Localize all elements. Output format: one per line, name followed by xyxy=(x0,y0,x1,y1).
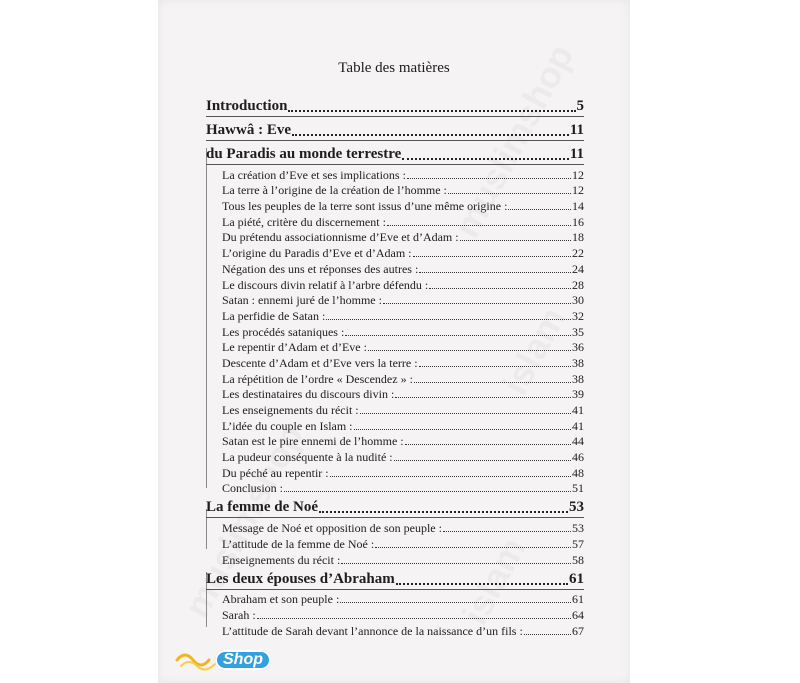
toc-entry-page: 14 xyxy=(572,199,584,214)
toc-entry-label: L’idée du couple en Islam : xyxy=(222,418,353,433)
dot-leader xyxy=(257,618,571,619)
chapter-rule xyxy=(206,116,584,117)
toc-entry-page: 38 xyxy=(572,355,584,370)
toc-chapter-row xyxy=(206,143,584,163)
dot-leader xyxy=(429,288,571,289)
toc-section-row xyxy=(206,261,584,277)
dot-leader xyxy=(419,272,571,273)
dot-leader xyxy=(326,319,571,320)
toc-entry-page: 48 xyxy=(572,465,584,480)
toc-section-row xyxy=(206,623,584,639)
toc-entry-page: 12 xyxy=(572,183,584,198)
toc-entry-label: L’attitude de Sarah devant l’annonce de la naissance d’un fils : xyxy=(222,623,523,638)
toc-section-row xyxy=(206,355,584,371)
dot-leader xyxy=(402,158,569,160)
toc-entry-label: La femme de Noé xyxy=(206,499,319,516)
toc-section-row xyxy=(206,324,584,340)
dot-leader xyxy=(413,256,571,257)
toc-entry-label: du Paradis au monde terrestre xyxy=(206,146,402,162)
dot-leader xyxy=(508,209,571,210)
page-title: Table des matières xyxy=(338,60,450,76)
toc-entry-label: Le discours divin relatif à l’arbre défendu : xyxy=(222,277,429,292)
dot-leader xyxy=(443,531,571,532)
toc-entry-page: 41 xyxy=(572,418,584,433)
toc-section-row xyxy=(206,434,584,450)
toc-entry-label: Introduction xyxy=(206,98,288,114)
chapter-rule xyxy=(206,589,584,590)
toc-entry-label: Le repentir d’Adam et d’Eve : xyxy=(222,340,367,355)
toc-chapter-row xyxy=(206,95,584,115)
dot-leader xyxy=(387,225,571,226)
chapter-rule xyxy=(206,140,584,141)
toc-entry-label: L’origine du Paradis d’Eve et d’Adam : xyxy=(222,246,412,261)
chapter-rule xyxy=(206,517,584,518)
toc-section-row xyxy=(206,465,584,481)
toc-section-row xyxy=(206,214,584,230)
dot-leader xyxy=(524,634,571,635)
toc-entry-page: 24 xyxy=(572,261,584,276)
toc-entry-label: Négation des uns et réponses des autres : xyxy=(222,261,419,276)
toc-entry-label: Satan : ennemi juré de l’homme : xyxy=(222,293,382,308)
toc-entry-label: Les enseignements du récit : xyxy=(222,403,359,417)
dot-leader xyxy=(448,193,571,194)
toc-entry-page: 28 xyxy=(572,277,584,292)
toc-entry-label: L’attitude de la femme de Noé : xyxy=(222,536,375,551)
toc-entry-label: Les destinataires du discours divin : xyxy=(222,387,395,402)
toc-entry-page: 53 xyxy=(572,521,584,536)
dot-leader xyxy=(368,350,571,351)
dot-leader xyxy=(395,397,571,398)
toc-entry-page: 51 xyxy=(572,481,584,496)
toc-entry-page: 67 xyxy=(572,623,584,638)
toc-entry-page: 16 xyxy=(572,214,584,229)
toc-entry-page: 11 xyxy=(569,146,584,162)
dot-leader xyxy=(383,303,571,304)
toc-entry-page: 53 xyxy=(569,499,584,516)
dot-leader xyxy=(341,563,571,564)
toc-entry-page: 39 xyxy=(572,387,584,402)
toc-entry-page: 46 xyxy=(572,450,584,465)
dot-leader xyxy=(360,413,571,414)
toc-entry-page: 32 xyxy=(572,308,584,323)
dot-leader xyxy=(354,429,571,430)
toc-entry-page: 36 xyxy=(572,340,584,355)
toc-section-row xyxy=(206,167,584,183)
toc-entry-label: Conclusion : xyxy=(222,481,284,496)
toc-entry-page: 57 xyxy=(572,536,584,551)
dot-leader xyxy=(460,240,571,241)
dot-leader xyxy=(419,366,571,367)
toc-entry-label: La pudeur conséquente à la nudité : xyxy=(222,450,393,465)
toc-entry-label: Sarah : xyxy=(222,607,256,622)
dot-leader xyxy=(405,444,571,445)
shop-logo-text: Shop xyxy=(215,650,271,670)
toc-section-row xyxy=(206,183,584,199)
dot-leader xyxy=(292,134,569,136)
toc-section-row xyxy=(206,230,584,246)
toc-entry-page: 61 xyxy=(569,570,584,587)
toc-entry-page: 11 xyxy=(569,122,584,138)
dot-leader xyxy=(340,602,571,603)
toc-entry-page: 38 xyxy=(572,371,584,386)
toc-section-row xyxy=(206,198,584,214)
toc-entry-page: 44 xyxy=(572,434,584,449)
toc-chapter-row xyxy=(206,496,584,516)
toc-entry-label: La perfidie de Satan : xyxy=(222,308,326,323)
toc-entry-label: Les deux épouses d’Abraham xyxy=(206,570,395,587)
toc-section-row xyxy=(206,371,584,387)
toc-section-row xyxy=(206,592,584,608)
toc-entry-page: 22 xyxy=(572,246,584,261)
toc-section-row xyxy=(206,552,584,568)
dot-leader xyxy=(396,583,568,585)
toc-section-row xyxy=(206,481,584,497)
toc-entry-page: 30 xyxy=(572,293,584,308)
toc-section-row xyxy=(206,277,584,293)
dot-leader xyxy=(330,476,571,477)
toc-chapter-row xyxy=(206,568,584,588)
toc-section-row xyxy=(206,308,584,324)
toc-entry-label: Hawwâ : Eve xyxy=(206,122,291,138)
toc-entry-page: 61 xyxy=(572,592,584,607)
toc-entry-label: Du péché au repentir : xyxy=(222,465,329,480)
toc-entry-label: Descente d’Adam et d’Eve vers la terre : xyxy=(222,355,418,370)
toc-section-row xyxy=(206,340,584,356)
toc-entry-page: 41 xyxy=(572,403,584,417)
dot-leader xyxy=(288,110,575,112)
toc-entry-label: Message de Noé et opposition de son peuple : xyxy=(222,521,442,536)
dot-leader xyxy=(375,547,571,548)
dot-leader xyxy=(407,178,571,179)
toc-entry-label: La répétition de l’ordre « Descendez » : xyxy=(222,371,413,386)
toc-entry-label: Tous les peuples de la terre sont issus d’une même origine : xyxy=(222,199,508,214)
table-of-contents xyxy=(206,95,584,639)
toc-entry-label: Du prétendu associationnisme d’Eve et d’Adam : xyxy=(222,230,459,245)
book-page xyxy=(158,0,630,683)
chapter-rule xyxy=(206,164,584,165)
dot-leader xyxy=(394,460,571,461)
toc-entry-page: 58 xyxy=(572,552,584,567)
toc-entry-label: Les procédés sataniques : xyxy=(222,324,345,339)
toc-section-row xyxy=(206,449,584,465)
toc-section-row xyxy=(206,245,584,261)
toc-section-row xyxy=(206,418,584,434)
dot-leader xyxy=(319,511,568,513)
toc-entry-page: 5 xyxy=(576,98,584,114)
toc-entry-label: La création d’Eve et ses implications : xyxy=(222,167,406,182)
toc-section-row xyxy=(206,520,584,536)
toc-entry-label: La piété, critère du discernement : xyxy=(222,214,386,229)
dot-leader xyxy=(284,491,571,492)
toc-section-row xyxy=(206,293,584,309)
toc-section-row xyxy=(206,387,584,403)
toc-entry-label: Satan est le pire ennemi de l’homme : xyxy=(222,434,404,449)
toc-entry-label: Enseignements du récit : xyxy=(222,552,341,567)
toc-entry-page: 12 xyxy=(572,167,584,182)
toc-entry-label: La terre à l’origine de la création de l’homme : xyxy=(222,183,447,198)
dot-leader xyxy=(414,382,571,383)
dot-leader xyxy=(345,335,571,336)
toc-section-row xyxy=(206,536,584,552)
toc-entry-page: 35 xyxy=(572,324,584,339)
shop-logo xyxy=(175,648,271,672)
toc-entry-page: 18 xyxy=(572,230,584,245)
toc-entry-page: 64 xyxy=(572,607,584,622)
toc-chapter-row xyxy=(206,119,584,139)
toc-section-row xyxy=(206,607,584,623)
toc-entry-label: Abraham et son peuple : xyxy=(222,592,340,607)
toc-section-row xyxy=(206,402,584,418)
